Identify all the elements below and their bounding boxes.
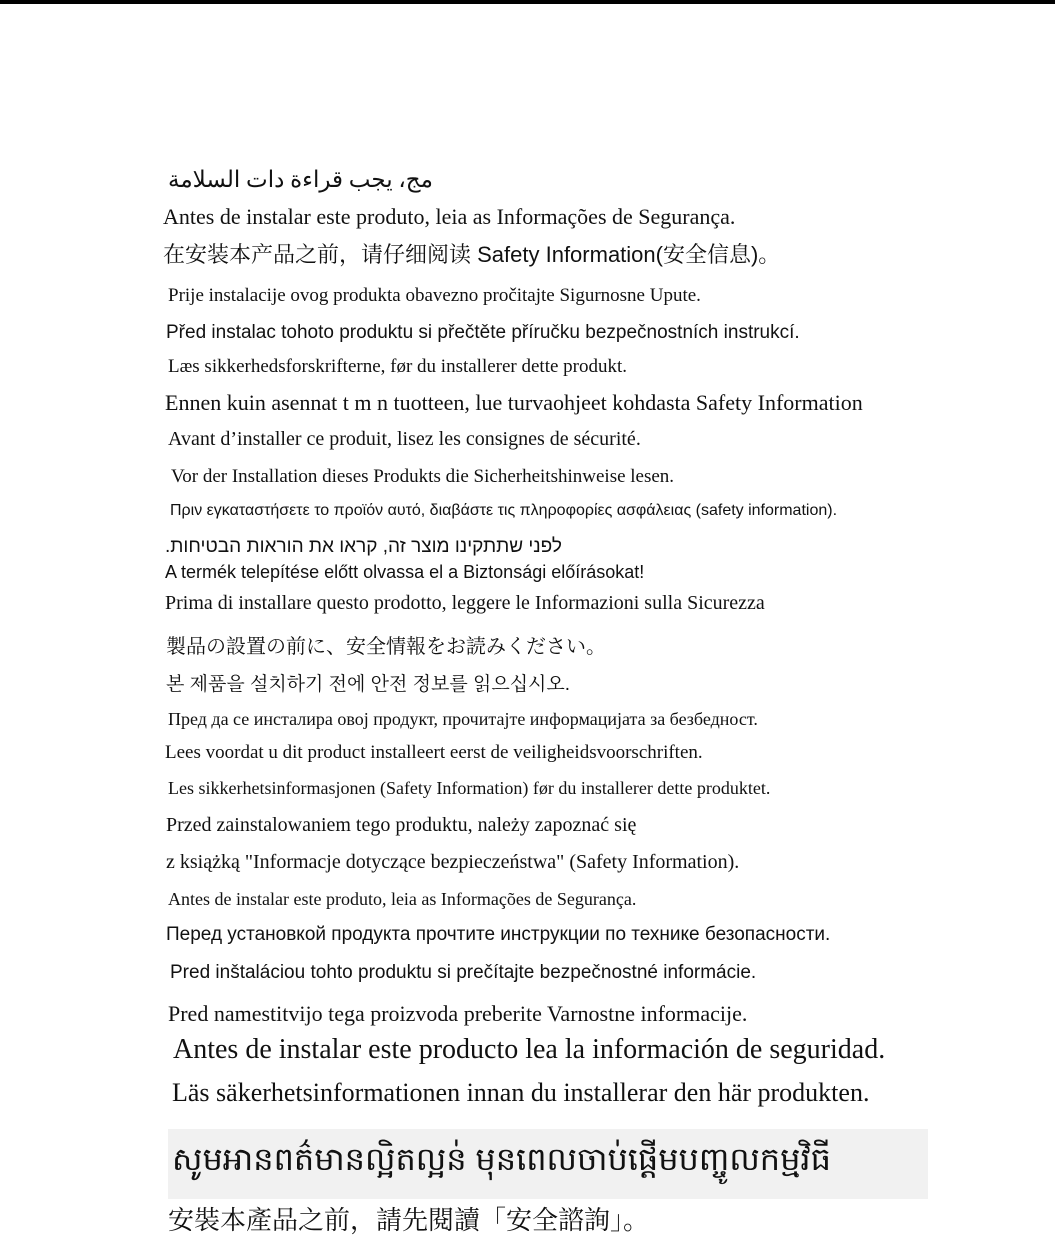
text-line-croatian: Prije instalacije ovog produkta obavezno pročitajte Sigurnosne Upute. (168, 285, 701, 306)
text-line-hebrew: לפני שתתקינו מוצר זה, קראו את הוראות הבטיחות. (165, 536, 562, 557)
text-line-swedish: Läs säkerhetsinformationen innan du installerar den här produkten. (172, 1078, 870, 1107)
text-line-slovak: Pred inštaláciou tohto produktu si prečítajte bezpečnostné informácie. (170, 962, 757, 983)
text-line-japanese: 製品の設置の前に、安全情報をお読みください。 (166, 636, 606, 658)
text-line-french: Avant d’installer ce produit, lisez les consignes de sécurité. (168, 428, 641, 450)
text-line-norwegian: Les sikkerhetsinformasjonen (Safety Information) før du installerer dette produktet. (168, 778, 771, 798)
text-line-korean: 본 제품을 설치하기 전에 안전 정보를 읽으십시오. (166, 674, 571, 695)
text-line-dutch: Lees voordat u dit product installeert eerst de veiligheidsvoorschriften. (165, 742, 703, 763)
text-line-khmer: សូមអានពត៌មានល្អិតល្អន់ មុនពេលចាប់ផ្តើមបញ្ចូលកម្មវិធី (172, 1141, 831, 1177)
text-line-portuguese: Antes de instalar este produto, leia as Informações de Segurança. (168, 889, 637, 909)
text-line-chinese-simplified: 在安装本产品之前，请仔细阅读 Safety Information(安全信息)。 (163, 242, 781, 267)
text-line-slovenian: Pred namestitvijo tega proizvoda preberite Varnostne informacije. (168, 1001, 748, 1026)
khmer-text-block (168, 1129, 928, 1199)
text-line-hungarian: A termék telepítése előtt olvassa el a Biztonsági előírásokat! (165, 562, 645, 582)
text-line-spanish: Antes de instalar este producto lea la información de seguridad. (173, 1034, 886, 1065)
text-line-german: Vor der Installation dieses Produkts die Sicherheitshinweise lesen. (171, 466, 675, 487)
text-line-greek: Πριν εγκαταστήσετε το προϊόν αυτό, διαβάστε τις πληροφορίες ασφάλειας (safety information). (170, 502, 838, 519)
text-line-polish-2: z książką "Informacje dotyczące bezpieczeństwa" (Safety Information). (166, 851, 740, 873)
text-line-czech: Před instalac tohoto produktu si přečtěte příručku bezpečnostních instrukcí. (166, 322, 800, 343)
text-line-arabic: مج، يجب قراءة دات السلامة (168, 167, 433, 192)
text-line-portuguese-brazil: Antes de instalar este produto, leia as Informações de Segurança. (163, 204, 736, 229)
text-line-chinese-traditional: 安裝本產品之前，請先閱讀「安全諮詢」。 (168, 1205, 650, 1235)
text-line-danish: Læs sikkerhedsforskrifterne, før du installerer dette produkt. (168, 356, 628, 377)
text-line-polish-1: Przed zainstalowaniem tego produktu, należy zapoznać się (166, 814, 637, 836)
top-border (0, 0, 1055, 4)
text-line-russian: Перед установкой продукта прочтите инструкции по технике безопасности. (166, 924, 831, 945)
text-line-finnish: Ennen kuin asennat t m n tuotteen, lue turvaohjeet kohdasta Safety Information (165, 390, 863, 415)
text-line-macedonian: Пред да се инсталира овој продукт, прочитајте информацијата за безбедност. (168, 709, 758, 729)
text-line-italian: Prima di installare questo prodotto, leggere le Informazioni sulla Sicurezza (165, 592, 765, 614)
